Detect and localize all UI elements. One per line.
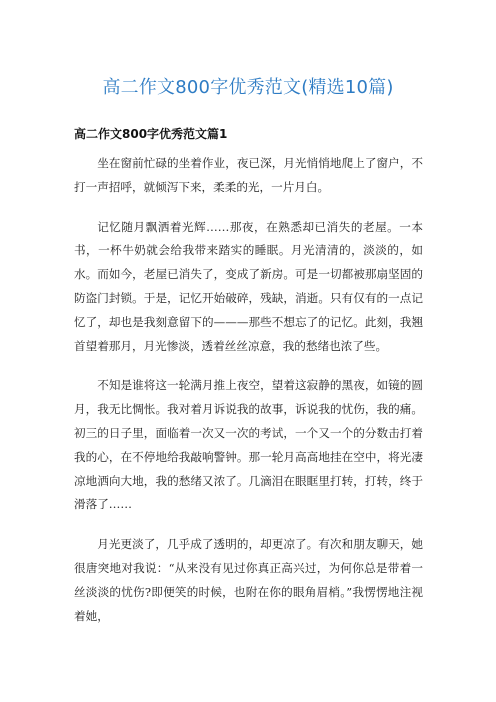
paragraph-4: 月光更淡了，几乎成了透明的，却更凉了。有次和朋友聊天，她很唐突地对我说：“从来没有见过你真正高兴过，为何你总是带着一丝淡淡的忧伤?即便笑的时候，也附在你的眼角眉梢。”我愣愣地注视着她，: [74, 537, 423, 623]
section-heading: 高二作文800字优秀范文篇1: [74, 127, 228, 141]
paragraph-3: 不知是谁将这一轮满月推上夜空，望着这寂静的黑夜，如镜的圆月，我无比惆怅。我对着月诉说我的故事，诉说我的忧伤，我的痛。初三的日子里，面临着一次又一次的考试，一个又一个的分数击打着我的心，在不停地给我敲响警钟。那一轮月高高地挂在空中，将光凄凉地洒向大地，我的愁绪又浓了。几滴泪在眼眶里打转，打转，终于滑落了……: [74, 378, 423, 512]
paragraph-1: 坐在窗前忙碌的坐着作业，夜已深，月光悄悄地爬上了窗户，不打一声招呼，就倾泻下来，柔柔的光，一片月白。: [74, 156, 423, 194]
essay-body: [74, 152, 423, 644]
document-title: 高二作文800字优秀范文(精选10篇): [102, 77, 394, 98]
paragraph-2: 记忆随月飘洒着光辉……那夜，在熟悉却已消失的老屋。一本书，一杯牛奶就会给我带来踏实的睡眠。月光清清的，淡淡的，如水。而如今，老屋已消失了，变成了新房。可是一切都被那扇坚固的防盗门封锁。于是，记忆开始破碎，残缺，消逝。只有仅有的一点记忆了，却也是我刻意留下的———那些不想忘了的记忆。此刻，我翘首望着那月，月光惨淡，透着丝丝凉意，我的愁绪也浓了些。: [74, 219, 423, 353]
